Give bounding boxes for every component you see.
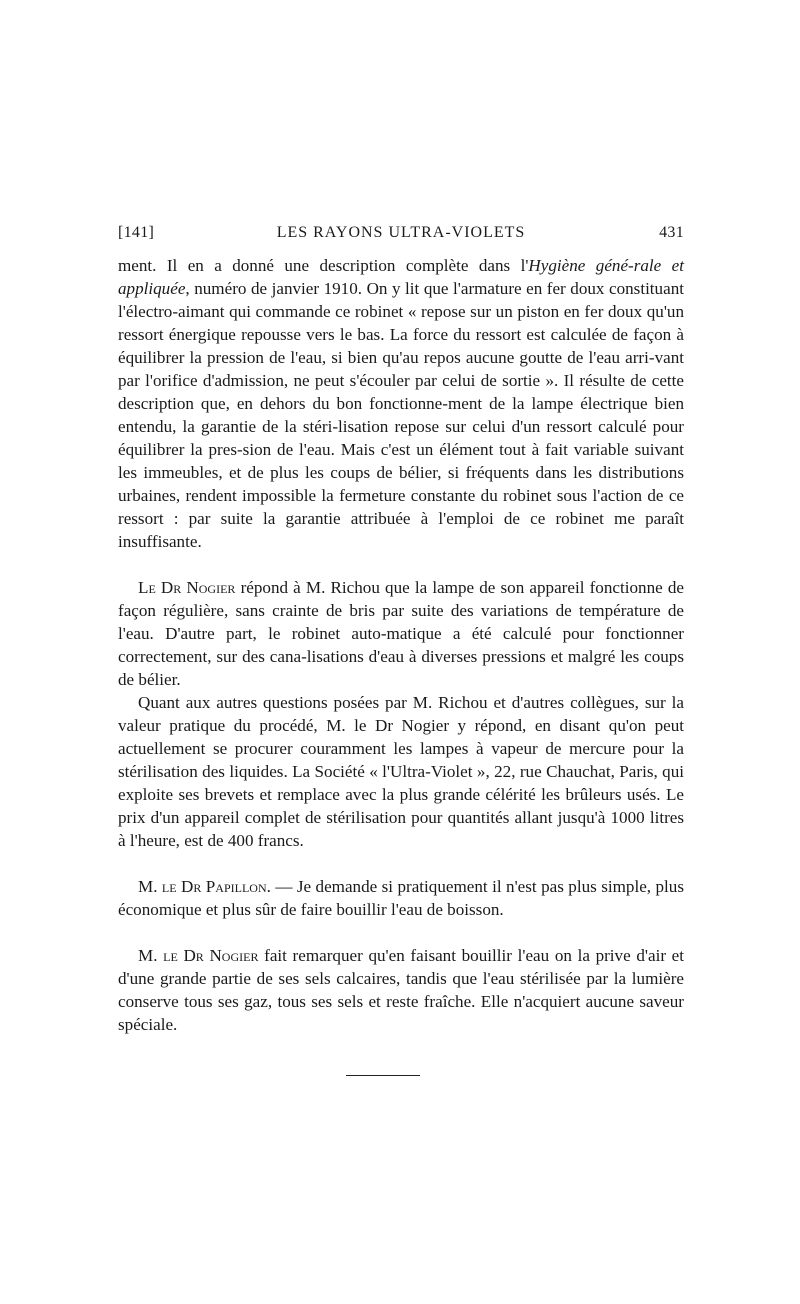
paragraph-nogier-reply bbox=[118, 576, 684, 691]
paragraph-nogier-remark bbox=[118, 944, 684, 1036]
journal-title: Hygiène géné-rale et appliquée bbox=[118, 256, 684, 298]
paragraph-text: — Je demande si pratiquement il n'est pas plus simple, plus économique et plus sûr de faire bouillir l'eau de boisson. bbox=[118, 877, 684, 919]
paragraph-text: répond à M. Richou que la lampe de son appareil fonctionne de façon régulière, sans crainte de bris par suite des variations de température de l'eau. D'autre part, le robinet auto-matique a été calculé pour fonctionner correctement, sur des cana-lisations d'eau à diverses pressions et malgré les coups de bélier. bbox=[118, 578, 684, 689]
page-number: 431 bbox=[659, 224, 684, 241]
section-number: [141] bbox=[118, 224, 155, 241]
book-page bbox=[118, 222, 684, 1036]
paragraph-continuation bbox=[118, 254, 684, 553]
paragraph-text: Quant aux autres questions posées par M. Richou et d'autres collègues, sur la valeur pratique du procédé, M. le Dr Nogier y répond, en disant qu'on peut actuellement se procurer couramment les lampes à vapeur de mercure pour la stérilisation des liquides. La Société « l'Ultra-Violet », 22, rue Chauchat, Paris, qui exploite ses brevets et remplace avec la plus grande célérité les brûleurs usés. Le prix d'un appareil complet de stérilisation pour quantités allant jusqu'à 1000 litres à l'heure, est de 400 francs. bbox=[118, 693, 684, 850]
paragraph-text: ment. Il en a donné une description complète dans l' bbox=[118, 256, 529, 275]
paragraph-text: fait remarquer qu'en faisant bouillir l'eau on la prive d'air et d'une grande partie de ses sels calcaires, tandis que l'eau stérilisée par la lumière conserve tous ses gaz, tous ses sels et reste fraîche. Elle n'acquiert aucune saveur spéciale. bbox=[118, 946, 685, 1034]
running-title: LES RAYONS ULTRA-VIOLETS bbox=[276, 224, 526, 241]
speaker-name: Le Dr Nogier bbox=[138, 578, 236, 597]
running-header bbox=[118, 222, 684, 248]
paragraph-papillon-question bbox=[118, 875, 684, 921]
end-rule bbox=[346, 1075, 420, 1076]
speaker-name: M. le Dr Papillon. bbox=[138, 877, 271, 896]
paragraph-nogier-details bbox=[118, 691, 684, 852]
paragraph-text: , numéro de janvier 1910. On y lit que l'armature en fer doux constituant l'électro-aimant qui commande ce robinet « repose sur un piston en fer doux qu'un ressort énergique repousse vers le bas. La force du ressort est calculée de façon à équilibrer la pression de l'eau, si bien qu'au repos aucune goutte de l'eau arri-vant par l'orifice d'admission, ne peut s'écouler par celui de sortie ». Il résulte de cette description que, en dehors du bon fonctionne-ment de la lampe électrique bien entendu, la garantie de la stéri-lisation repose sur celui d'un ressort calculé pour équilibrer la pres-sion de l'eau. Mais c'est un élément tout à fait variable suivant les immeubles, et de plus les coups de bélier, si fréquents dans les distributions urbaines, rendent impossible la fermeture constante du robinet sous l'action de ce ressort : par suite la garantie attribuée à l'emploi de ce robinet me paraît insuffisante. bbox=[118, 279, 684, 551]
speaker-name: M. le Dr Nogier bbox=[138, 946, 259, 965]
